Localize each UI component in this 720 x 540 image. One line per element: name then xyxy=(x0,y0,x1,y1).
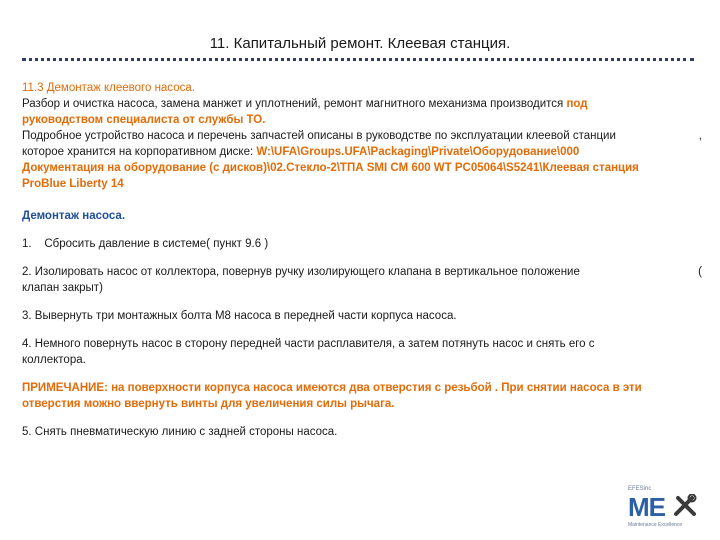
section-line-4: которое хранится на корпоративном диске: W:\UFA\Groups.UFA\Packaging\Private\Оборудование\000 xyxy=(22,146,580,158)
page-title: 11. Капитальный ремонт. Клеевая станция. xyxy=(209,35,511,52)
step-4-line-2: коллектора. xyxy=(22,354,86,366)
step-2-side: ( xyxy=(698,266,702,278)
subheading: Демонтаж насоса. xyxy=(22,210,126,222)
path-link-3[interactable]: ProBlue Liberty 14 xyxy=(22,178,124,190)
section-line-1: Разбор и очистка насоса, замена манжет и уплотнений, ремонт магнитного механизма производится под xyxy=(22,98,588,110)
me-logo xyxy=(628,486,704,532)
note-line-1: ПРИМЕЧАНИЕ: на поверхности корпуса насоса имеются два отверстия с резьбой . При снятии насоса в эти xyxy=(22,382,642,394)
section-heading xyxy=(22,80,702,96)
section-number: 11.3 xyxy=(22,82,47,94)
step-1: 1. Сбросить давление в системе( пункт 9.6 ) xyxy=(22,238,269,250)
step-2-row xyxy=(22,264,702,280)
section-line-2: руководством специалиста от службы ТО. xyxy=(22,114,266,126)
highlight-under: под xyxy=(566,98,588,110)
wrench-screwdriver-icon xyxy=(672,494,698,520)
step-2-line-1: 2. Изолировать насос от коллектора, повернув ручку изолирующего клапана в вертикальное положение xyxy=(22,266,580,278)
logo-main-text: ME xyxy=(628,492,665,522)
step-2-line-2: клапан закрыт) xyxy=(22,282,103,294)
dotted-divider xyxy=(22,58,694,64)
logo-sub-text: Maintenance Excellence xyxy=(628,522,683,528)
step-4-line-1: 4. Немного повернуть насос в сторону передней части расплавителя, а затем потянуть насос и снять его с xyxy=(22,338,595,350)
side-comma: , xyxy=(698,130,702,142)
step-5: 5. Снять пневматическую линию с задней стороны насоса. xyxy=(22,426,338,438)
path-link-2[interactable]: Документация на оборудование (с дисков)\02.Стекло-2\ТПА SMI CM 600 WT PC05064\S5241\Клеевая станция xyxy=(22,162,639,174)
section-line-3: Подробное устройство насоса и перечень запчастей описаны в руководстве по эксплуатации клеевой станции xyxy=(22,130,616,142)
note-line-2: отверстия можно ввернуть винты для увеличения силы рычага. xyxy=(22,398,395,410)
document-body xyxy=(22,80,702,440)
section-title: Демонтаж клеевого насоса. xyxy=(46,82,195,94)
section-line-3-row xyxy=(22,128,702,144)
path-link-1[interactable]: W:\UFA\Groups.UFA\Packaging\Private\Оборудование\000 xyxy=(256,146,580,158)
logo-top-text: EFESinc xyxy=(628,486,652,492)
step-3: 3. Вывернуть три монтажных болта М8 насоса в передней части корпуса насоса. xyxy=(22,310,457,322)
